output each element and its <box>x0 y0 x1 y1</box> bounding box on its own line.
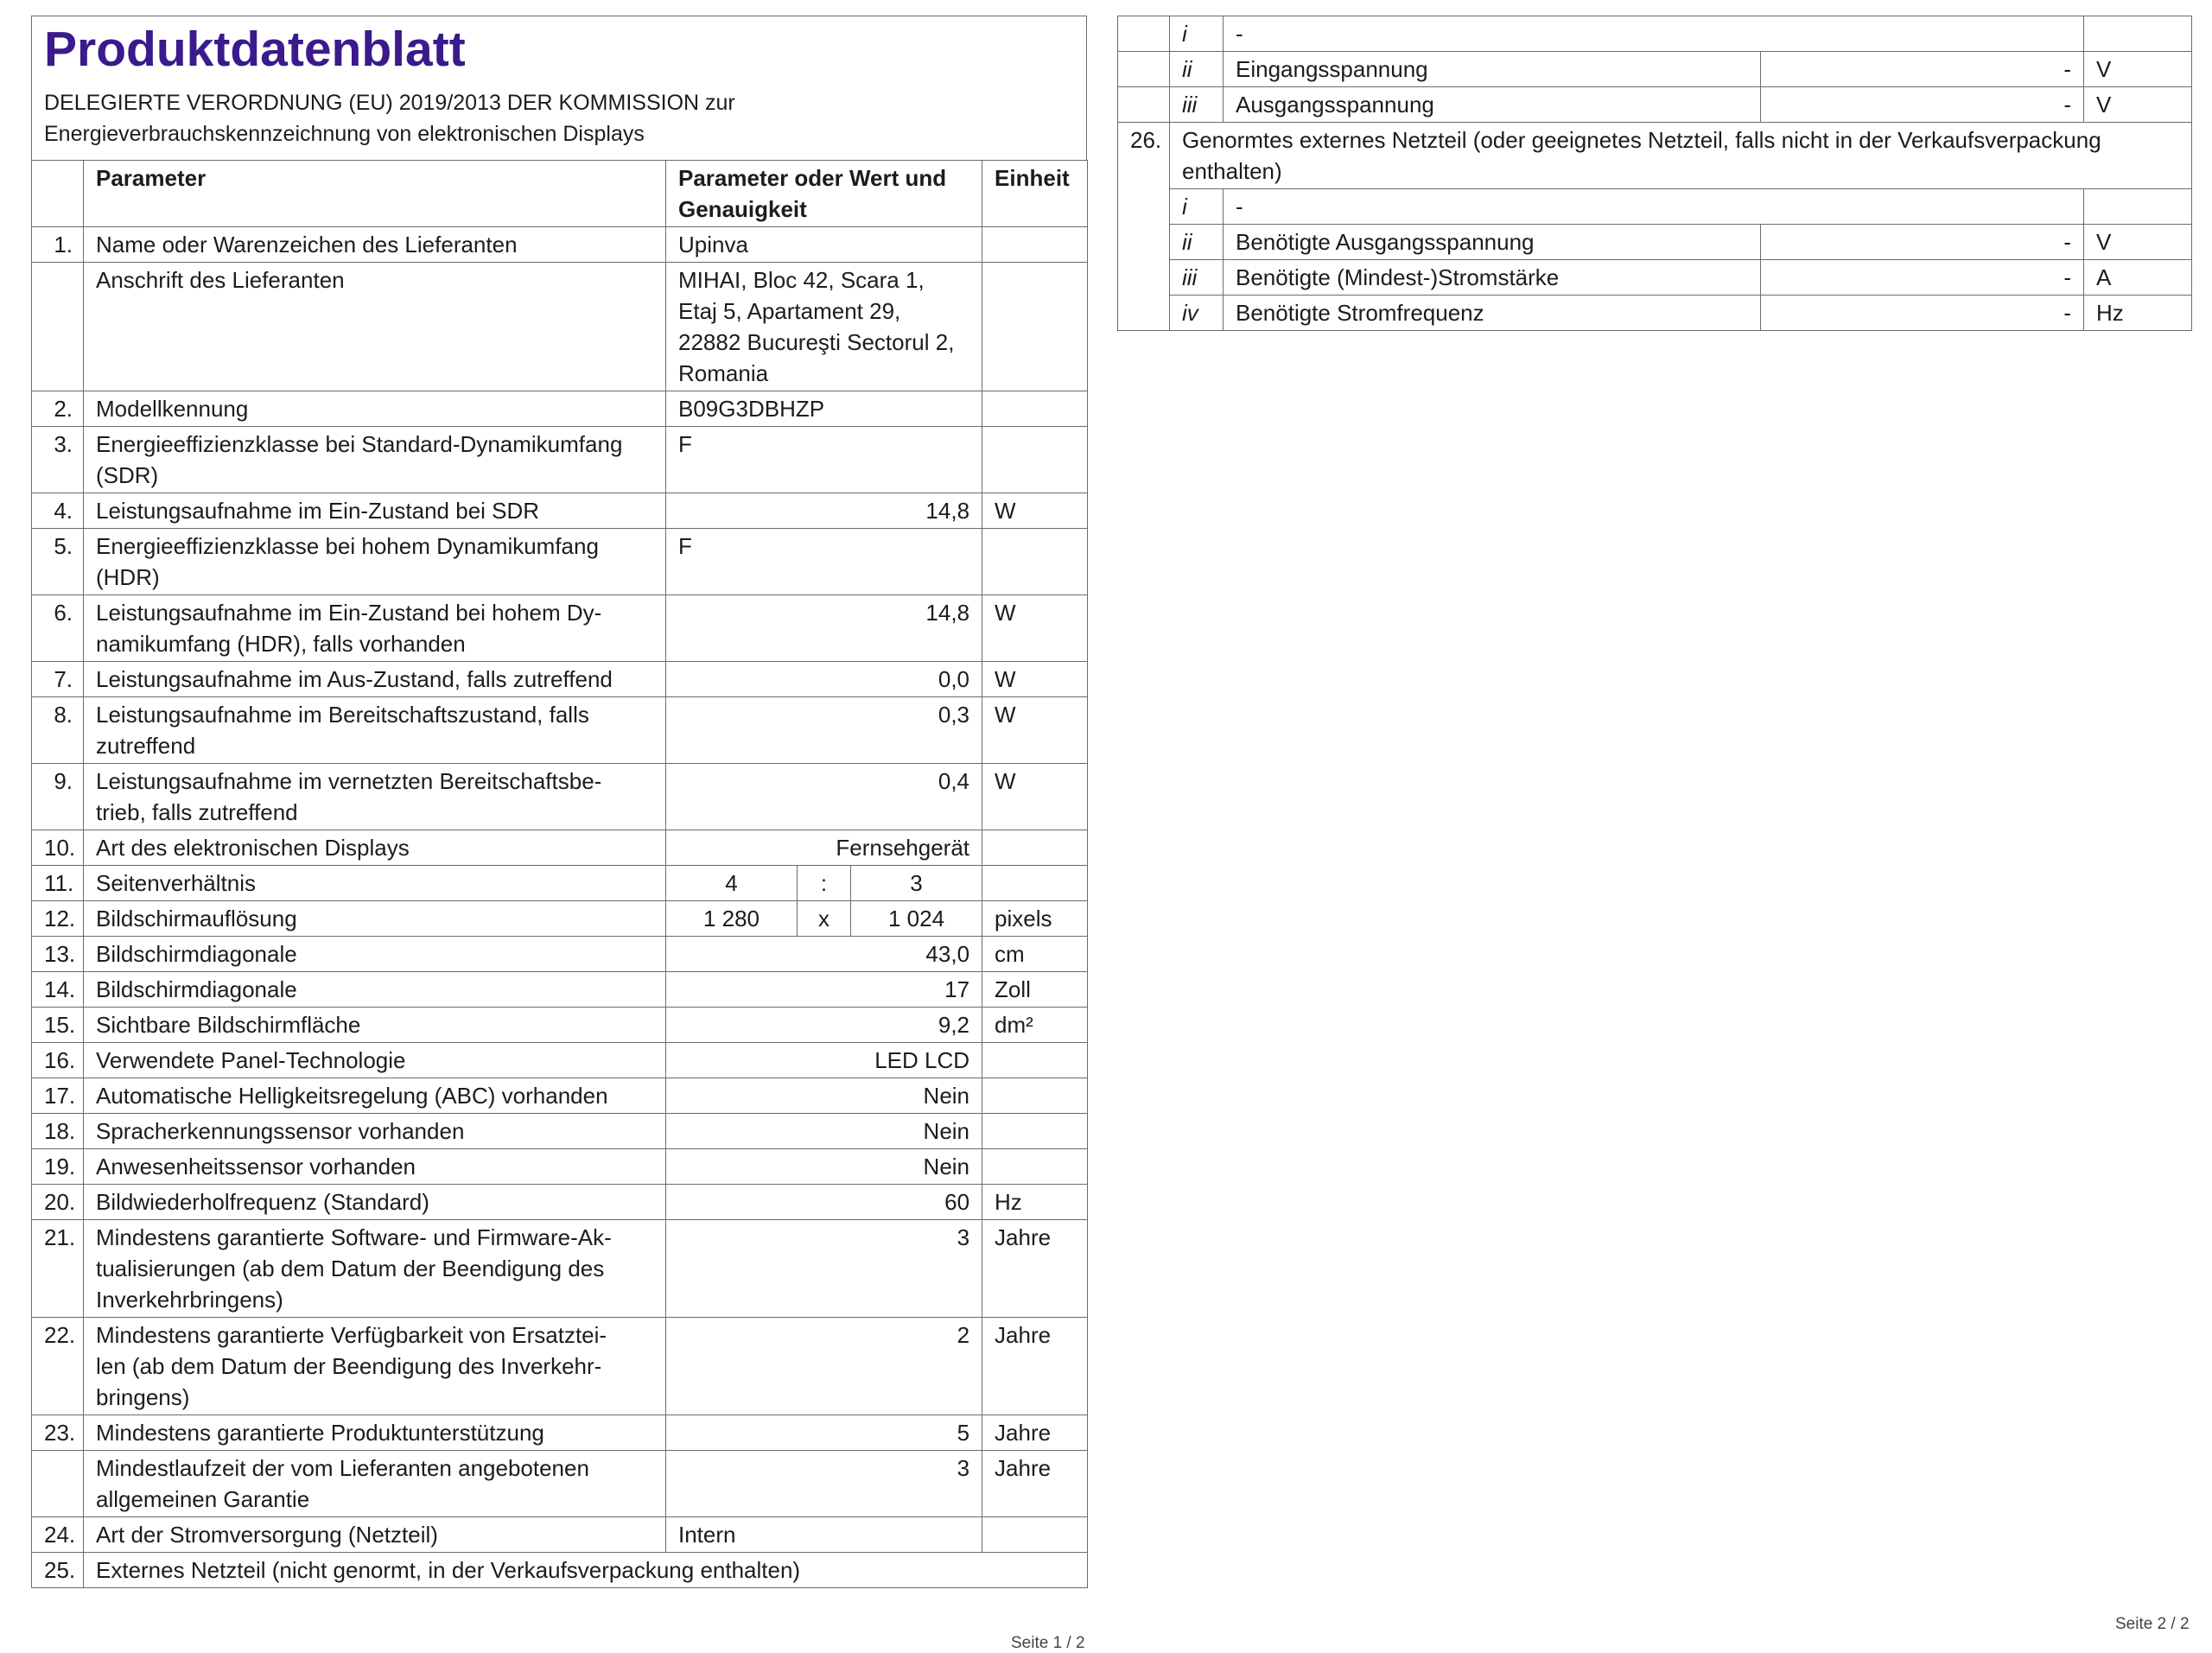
table-row: 16. Verwendete Panel-Technologie LED LCD <box>32 1043 1088 1078</box>
table-row: 25. Externes Netzteil (nicht genormt, in der Verkaufsverpackung enthalten) <box>32 1553 1088 1588</box>
header-value: Parameter oder Wert und Genauigkeit <box>666 161 982 227</box>
table-row: 5. Energieeffizienzklasse bei hohem Dynamikumfang (HDR) F <box>32 529 1088 595</box>
page-2 <box>1117 16 2191 331</box>
table-row: ii Eingangsspannung - V <box>1118 52 2192 87</box>
product-data-table-continued <box>1117 16 2192 331</box>
page-number-2: Seite 2 / 2 <box>2115 1615 2190 1633</box>
table-row: 19. Anwesenheitssensor vorhanden Nein <box>32 1149 1088 1185</box>
table-row: 21. Mindestens garantierte Software- und Firmware-Ak- tualisierungen (ab dem Datum der Beendigung des Inverkehrbringens) 3 Jahre <box>32 1220 1088 1318</box>
table-row: Mindestlaufzeit der vom Lieferanten angebotenen allgemeinen Garantie 3 Jahre <box>32 1451 1088 1517</box>
table-row: 24. Art der Stromversorgung (Netzteil) Intern <box>32 1517 1088 1553</box>
table-row: 11. Seitenverhältnis 4 : 3 <box>32 866 1088 901</box>
table-row: 2. Modellkennung B09G3DBHZP <box>32 391 1088 427</box>
regulation-line-2: Energieverbrauchskennzeichnung von elektronischen Displays <box>44 122 645 146</box>
table-row: 10. Art des elektronischen Displays Fernsehgerät <box>32 830 1088 866</box>
table-row: i - <box>1118 16 2192 52</box>
table-row: 22. Mindestens garantierte Verfügbarkeit von Ersatztei- len (ab dem Datum der Beendigung des Inverkehr- bringens) 2 Jahre <box>32 1318 1088 1415</box>
table-row: iii Ausgangsspannung - V <box>1118 87 2192 123</box>
table-row: 7. Leistungsaufnahme im Aus-Zustand, falls zutreffend 0,0 W <box>32 662 1088 697</box>
table-row: iv Benötigte Stromfrequenz - Hz <box>1118 296 2192 331</box>
table-row: 18. Spracherkennungssensor vorhanden Nein <box>32 1114 1088 1149</box>
table-row: 20. Bildwiederholfrequenz (Standard) 60 Hz <box>32 1185 1088 1220</box>
table-row: iii Benötigte (Mindest-)Stromstärke - A <box>1118 260 2192 296</box>
header-parameter: Parameter <box>84 161 666 227</box>
page-number-1: Seite 1 / 2 <box>1011 1634 1085 1652</box>
table-row: 15. Sichtbare Bildschirmfläche 9,2 dm² <box>32 1008 1088 1043</box>
table-row: 23. Mindestens garantierte Produktunterstützung 5 Jahre <box>32 1415 1088 1451</box>
page-title: Produktdatenblatt <box>44 22 466 77</box>
table-row: 17. Automatische Helligkeitsregelung (ABC) vorhanden Nein <box>32 1078 1088 1114</box>
table-row: 4. Leistungsaufnahme im Ein-Zustand bei SDR 14,8 W <box>32 493 1088 529</box>
table-row: 26. Genormtes externes Netzteil (oder geeignetes Netzteil, falls nicht in der Verkaufsverpackung enthalten) <box>1118 123 2192 189</box>
table-row: 14. Bildschirmdiagonale 17 Zoll <box>32 972 1088 1008</box>
page-1 <box>31 16 1087 1588</box>
regulation-line-1: DELEGIERTE VERORDNUNG (EU) 2019/2013 DER KOMMISSION zur <box>44 91 735 115</box>
table-row: 8. Leistungsaufnahme im Bereitschaftszustand, falls zutreffend 0,3 W <box>32 697 1088 764</box>
table-row: 9. Leistungsaufnahme im vernetzten Bereitschaftsbe- trieb, falls zutreffend 0,4 W <box>32 764 1088 830</box>
table-header-row <box>32 161 1088 227</box>
title-block <box>31 16 1087 160</box>
table-row: Anschrift des Lieferanten MIHAI, Bloc 42, Scara 1, Etaj 5, Apartament 29, 22882 Bucureşti Sectorul 2, Romania <box>32 263 1088 391</box>
table-row: 6. Leistungsaufnahme im Ein-Zustand bei hohem Dy- namikumfang (HDR), falls vorhanden 14,8 W <box>32 595 1088 662</box>
table-row: 12. Bildschirmauflösung 1 280 x 1 024 pixels <box>32 901 1088 937</box>
header-unit: Einheit <box>982 161 1088 227</box>
table-row: 1. Name oder Warenzeichen des Lieferanten Upinva <box>32 227 1088 263</box>
supplier-address: MIHAI, Bloc 42, Scara 1, Etaj 5, Apartament 29, 22882 Bucureşti Sectorul 2, Romania <box>666 263 982 391</box>
table-row: 13. Bildschirmdiagonale 43,0 cm <box>32 937 1088 972</box>
table-row: ii Benötigte Ausgangsspannung - V <box>1118 225 2192 260</box>
table-row: i - <box>1118 189 2192 225</box>
product-data-table <box>31 160 1088 1588</box>
table-row: 3. Energieeffizienzklasse bei Standard-Dynamikumfang (SDR) F <box>32 427 1088 493</box>
